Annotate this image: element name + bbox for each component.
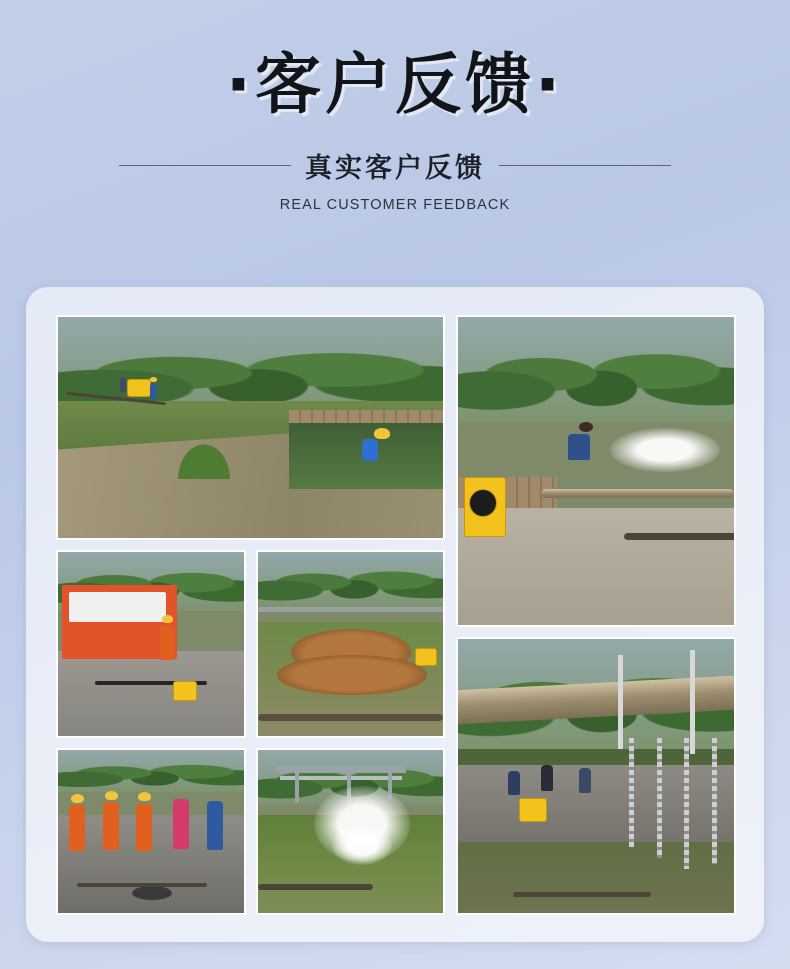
photo-canal-dewatering <box>56 315 445 540</box>
page-header <box>0 0 790 213</box>
photo-scene <box>458 317 734 625</box>
photo-truck-flushing <box>56 550 246 738</box>
photo-scene <box>458 639 734 913</box>
photo-field-drainage <box>256 550 445 738</box>
photo-scene <box>258 750 443 913</box>
photo-grid <box>56 315 736 915</box>
photo-scene <box>58 552 244 736</box>
photo-river-discharge <box>456 315 736 627</box>
subtitle-row <box>0 146 790 185</box>
photo-scene <box>58 750 244 913</box>
divider-left <box>119 165 291 166</box>
photo-scene <box>258 552 443 736</box>
divider-right <box>499 165 671 166</box>
photo-manhole-crew <box>56 748 246 915</box>
photo-overhead-pipeline <box>456 637 736 915</box>
page-subtitle: 真实客户反馈 <box>305 153 485 184</box>
photo-scene <box>58 317 443 538</box>
page-subtitle-english: REAL CUSTOMER FEEDBACK <box>279 197 511 213</box>
photo-water-jet <box>256 748 445 915</box>
page-title: ·客户反馈· <box>225 46 565 123</box>
gallery-panel <box>26 287 764 942</box>
